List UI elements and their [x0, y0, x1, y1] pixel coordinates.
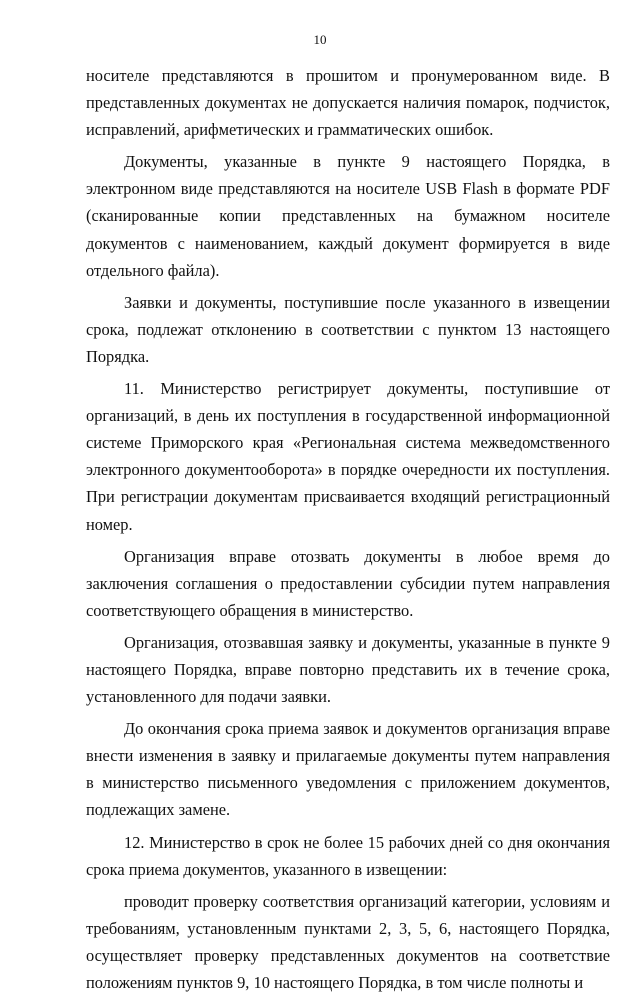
paragraph-item-12-review: 12. Министерство в срок не более 15 рабочих дней со дня окончания срока приема документов, указанного в извещении: — [86, 832, 610, 879]
paragraph-electronic-documents: Документы, указанные в пункте 9 настоящего Порядка, в электронном виде представляются на носителе USB Flash в формате PDF (сканированные копии представленных на бумажном носителе документов с наименованием, каждый документ формируется в виде отдельного файла). — [86, 152, 610, 280]
paragraph-compliance-check: проводит проверку соответствия организаций категории, условиям и требованиям, установленным пунктами 2, 3, 5, 6, настоящего Порядка, осуществляет проверку представленных документов на соответствие положениям пунктов 9, 10 настоящего Порядка, в том числе полноты и — [86, 891, 610, 992]
document-body — [86, 62, 610, 996]
paragraph-item-11-registration: 11. Министерство регистрирует документы, поступившие от организаций, в день их поступления в государственной информационной системе Приморского края «Региональная система межведомственного электронного документооборота» в порядке очередности их поступления. При регистрации документам присваивается входящий регистрационный номер. — [86, 379, 610, 534]
paragraph-continuation: носителе представляются в прошитом и пронумерованном виде. В представленных документах не допускается наличия помарок, подчисток, исправлений, арифметических и грамматических ошибок. — [86, 66, 610, 140]
paragraph-amendments: До окончания срока приема заявок и документов организация вправе внести изменения в заявку и прилагаемые документы путем направления в министерство письменного уведомления с приложением документов, подлежащих замене. — [86, 719, 610, 820]
page-number: 10 — [313, 32, 327, 47]
paragraph-withdraw-documents: Организация вправе отозвать документы в любое время до заключения соглашения о предоставлении субсидии путем направления соответствующего обращения в министерство. — [86, 546, 610, 620]
paragraph-resubmission: Организация, отозвавшая заявку и документы, указанные в пункте 9 настоящего Порядка, вправе повторно представить их в течение срока, установленного для подачи заявки. — [86, 632, 610, 707]
paragraph-late-applications: Заявки и документы, поступившие после указанного в извещении срока, подлежат отклонению в соответствии с пунктом 13 настоящего Порядка. — [86, 292, 610, 366]
